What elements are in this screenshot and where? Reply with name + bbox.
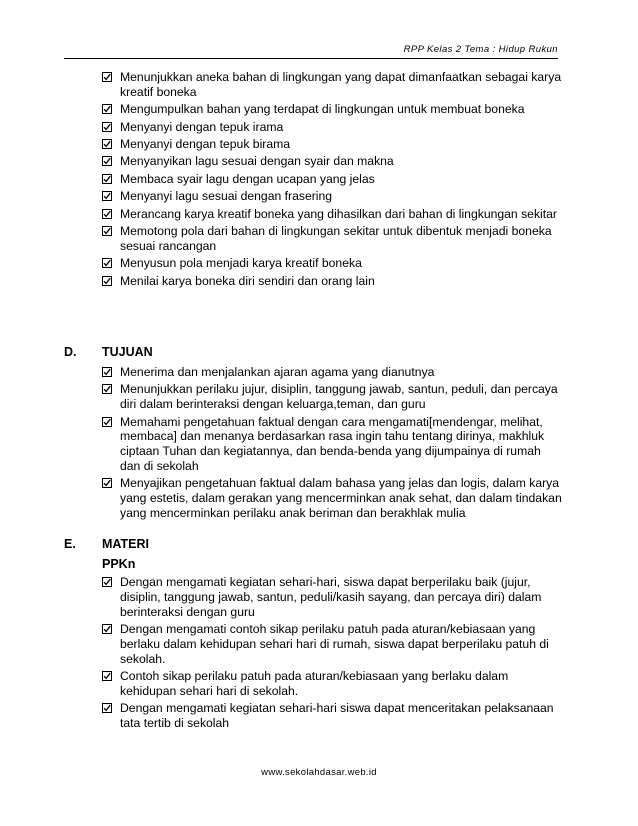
list-item-text: Menerima dan menjalankan ajaran agama yang dianutnya	[120, 365, 435, 379]
checked-box-icon	[102, 258, 112, 268]
list-item-text: Menunjukkan aneka bahan di lingkungan yang dapat dimanfaatkan sebagai karya kreatif boneka	[120, 70, 562, 99]
section-letter: D.	[64, 345, 77, 359]
list-item-text: Mengumpulkan bahan yang terdapat di lingkungan untuk membuat boneka	[120, 102, 525, 117]
list-item	[102, 365, 564, 380]
header-divider	[64, 58, 558, 59]
list-item-text: Menyanyikan lagu sesuai dengan syair dan makna	[120, 154, 394, 169]
list-item-text: Menilai karya boneka diri sendiri dan orang lain	[120, 273, 375, 288]
section-materi	[64, 537, 564, 733]
subsection-title: PPKn	[102, 557, 136, 571]
list-item-text: Dengan mengamati contoh sikap perilaku patuh pada aturan/kebiasaan yang berlaku dalam kehidupan sehari hari di rumah, siswa dapat berperilaku patuh di sekolah.	[120, 621, 549, 666]
list-item	[102, 476, 564, 520]
list-item	[102, 120, 566, 135]
list-item-text: Menyanyi lagu sesuai dengan frasering	[120, 189, 333, 204]
list-item-text: Menunjukkan perilaku jujur, disiplin, tanggung jawab, santun, peduli, dan percaya diri dalam berinteraksi dengan keluarga,teman, dan guru	[120, 382, 558, 412]
checked-box-icon	[102, 104, 112, 114]
list-item	[102, 224, 566, 254]
list-item-text: Menyusun pola menjadi karya kreatif boneka	[120, 256, 362, 271]
section-tujuan	[64, 345, 564, 523]
list-item-text: Memahami pengetahuan faktual dengan cara mengamati[mendengar, melihat, membaca] dan menanya berdasarkan rasa ingin tahu tentang dirinya, makhluk ciptaan Tuhan dan kegiatannya, dan benda-benda yang dijumpainya di rumah dan di sekolah	[120, 414, 545, 473]
list-item-text: Menyajikan pengetahuan faktual dalam bahasa yang jelas dan logis, dalam karya yang estetis, dalam gerakan yang mencerminkan anak sehat, dan dalam tindakan yang mencerminkan perilaku anak beriman dan berakhlak mulia	[120, 476, 562, 520]
checked-box-icon	[102, 122, 112, 132]
checked-box-icon	[102, 384, 112, 394]
checked-box-icon	[102, 624, 112, 634]
checked-box-icon	[102, 72, 112, 82]
list-item	[102, 207, 566, 222]
list-item	[102, 102, 566, 117]
list-item-text: Memotong pola dari bahan di lingkungan sekitar untuk dibentuk menjadi boneka sesuai rancangan	[120, 223, 552, 253]
list-item-text: Membaca syair lagu dengan ucapan yang jelas	[120, 171, 375, 186]
checked-box-icon	[102, 671, 112, 681]
checked-box-icon	[102, 478, 112, 488]
page-header: RPP Kelas 2 Tema : Hidup Rukun	[403, 44, 558, 55]
checked-box-icon	[102, 417, 112, 427]
list-item-text: Dengan mengamati kegiatan sehari-hari siswa dapat menceritakan pelaksanaan tata tertib di sekolah	[120, 701, 554, 730]
list-item	[102, 274, 566, 289]
list-item	[102, 70, 566, 100]
section-heading	[64, 345, 564, 363]
tujuan-list	[102, 365, 564, 521]
checked-box-icon	[102, 703, 112, 713]
list-item-text: Merancang karya kreatif boneka yang dihasilkan dari bahan di lingkungan sekitar	[120, 206, 557, 221]
section-letter: E.	[64, 537, 76, 551]
list-item-text: Menyanyi dengan tepuk birama	[120, 136, 291, 151]
checked-box-icon	[102, 156, 112, 166]
list-item	[102, 701, 564, 731]
objectives-list	[102, 70, 566, 291]
list-item	[102, 622, 564, 666]
list-item	[102, 172, 566, 187]
list-item	[102, 256, 566, 271]
section-title: TUJUAN	[102, 345, 153, 359]
list-item-text: Dengan mengamati kegiatan sehari-hari, siswa dapat berperilaku baik (jujur, disiplin, tanggung jawab, santun, peduli/kasih sayang, dan percaya diri) dalam berinteraksi dengan guru	[120, 575, 542, 619]
checked-box-icon	[102, 191, 112, 201]
list-item-text: Contoh sikap perilaku patuh pada aturan/kebiasaan yang berlaku dalam kehidupan sehari hari di sekolah.	[120, 668, 509, 698]
checked-box-icon	[102, 226, 112, 236]
list-item	[102, 575, 564, 619]
list-item-text: Menyanyi dengan tepuk irama	[120, 119, 284, 134]
list-item	[102, 669, 564, 699]
checked-box-icon	[102, 209, 112, 219]
checked-box-icon	[102, 276, 112, 286]
page-footer: www.sekolahdasar.web.id	[261, 767, 377, 778]
checked-box-icon	[102, 577, 112, 587]
list-item	[102, 382, 564, 412]
checked-box-icon	[102, 174, 112, 184]
list-item	[102, 189, 566, 204]
list-item	[102, 154, 566, 169]
checked-box-icon	[102, 367, 112, 377]
materi-list	[102, 575, 564, 731]
list-item	[102, 415, 564, 474]
list-item	[102, 137, 566, 152]
section-title: MATERI	[102, 537, 149, 551]
checked-box-icon	[102, 139, 112, 149]
section-heading	[64, 537, 564, 555]
